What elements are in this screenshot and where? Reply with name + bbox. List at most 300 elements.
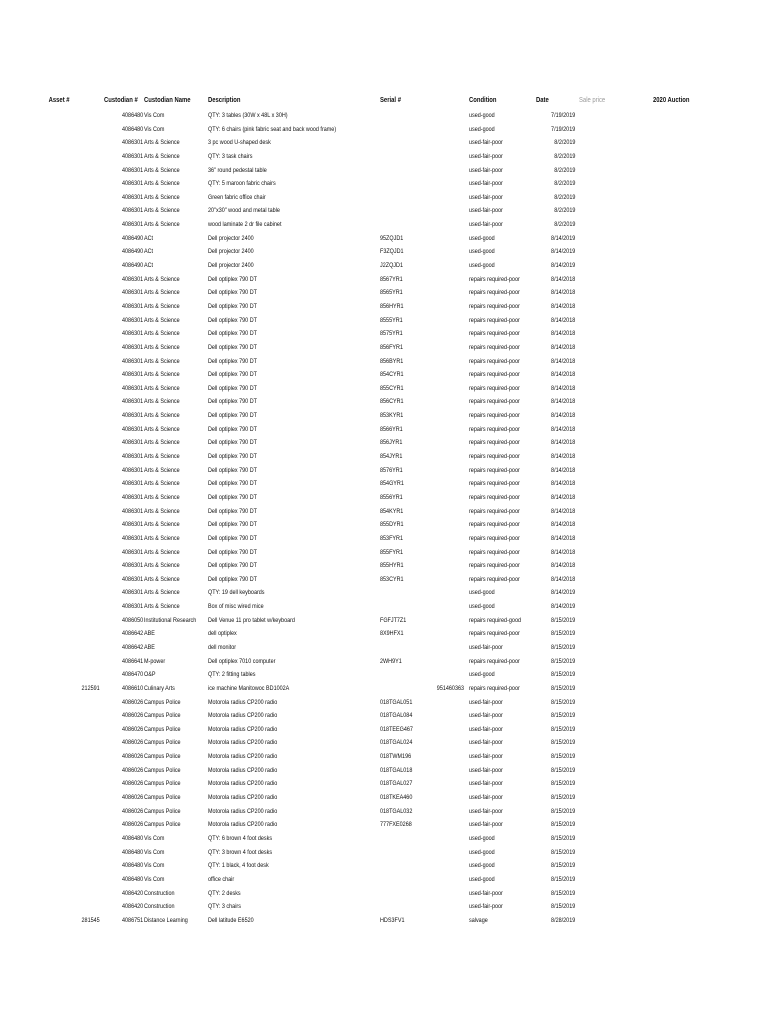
cell-custodian-name: Arts & Science <box>144 289 180 297</box>
cell-asset-number: 212591 <box>81 684 100 692</box>
cell-custodian-name: Campus Police <box>144 698 181 706</box>
cell-serial: FGFJT7Z1 <box>380 616 407 624</box>
cell-date: 8/14/2018 <box>550 507 575 515</box>
cell-custodian-number: 4086301 <box>122 384 144 392</box>
cell-condition: used-fair-poor <box>469 821 503 829</box>
cell-custodian-number: 4086301 <box>122 357 144 365</box>
cell-description: Dell optiplex 790 DT <box>208 466 257 474</box>
cell-date: 8/14/2018 <box>550 412 575 420</box>
table-row <box>0 123 770 137</box>
table-row <box>0 218 770 232</box>
table-row <box>0 600 770 614</box>
cell-custodian-number: 4086301 <box>122 425 144 433</box>
cell-condition: used-good <box>469 112 495 119</box>
cell-description: Dell latitude E6520 <box>208 916 254 924</box>
cell-date: 8/14/2018 <box>550 534 575 542</box>
cell-custodian-number: 4086642 <box>122 630 144 638</box>
cell-description: Dell optiplex 790 DT <box>208 302 257 310</box>
cell-date: 8/14/2018 <box>550 480 575 488</box>
cell-condition: repairs required-poor <box>469 575 520 583</box>
cell-condition: used-good <box>469 234 495 242</box>
cell-custodian-number: 4086301 <box>122 466 144 474</box>
cell-description: Motorola radius CP200 radio <box>208 780 278 788</box>
cell-date: 8/14/2018 <box>550 289 575 297</box>
cell-description: QTY: 3 task chairs <box>208 152 253 160</box>
cell-date: 8/2/2019 <box>553 180 575 188</box>
cell-date: 8/14/2018 <box>550 453 575 461</box>
cell-custodian-name: ACt <box>144 248 154 256</box>
cell-date: 8/14/2018 <box>550 398 575 406</box>
cell-date: 8/14/2018 <box>550 384 575 392</box>
cell-date: 8/15/2019 <box>550 643 575 651</box>
table-row <box>0 341 770 355</box>
cell-custodian-number: 4086470 <box>122 671 144 679</box>
table-row <box>0 382 770 396</box>
cell-custodian-number: 4086026 <box>122 739 144 747</box>
cell-description: Dell optiplex 790 DT <box>208 275 257 283</box>
cell-description: Dell optiplex 790 DT <box>208 453 257 461</box>
cell-custodian-name: Institutional Research <box>144 616 197 624</box>
cell-custodian-name: Arts & Science <box>144 384 180 392</box>
cell-condition: salvage <box>469 916 488 924</box>
cell-date: 8/14/2018 <box>550 302 575 310</box>
cell-custodian-name: Culinary Arts <box>144 684 175 692</box>
cell-serial: 8566YR1 <box>380 425 403 433</box>
cell-date: 8/15/2019 <box>550 671 575 679</box>
cell-custodian-name: Campus Police <box>144 821 181 829</box>
table-row <box>0 245 770 259</box>
cell-date: 8/14/2018 <box>550 371 575 379</box>
cell-description: Dell optiplex 790 DT <box>208 575 257 583</box>
cell-serial-number-alt: 951460363 <box>436 684 464 692</box>
table-row <box>0 409 770 423</box>
cell-serial: HDS3FV1 <box>380 916 405 924</box>
cell-description: Motorola radius CP200 radio <box>208 821 278 829</box>
header-sale-price: Sale price <box>579 95 606 104</box>
cell-date: 8/14/2019 <box>550 234 575 242</box>
cell-custodian-name: Campus Police <box>144 807 181 815</box>
cell-description: Motorola radius CP200 radio <box>208 698 278 706</box>
cell-custodian-number: 4086301 <box>122 507 144 515</box>
cell-description: Motorola radius CP200 radio <box>208 766 278 774</box>
cell-date: 8/15/2019 <box>550 889 575 897</box>
cell-condition: used-fair-poor <box>469 739 503 747</box>
cell-custodian-number: 4086301 <box>122 207 144 215</box>
cell-custodian-name: Vis Com <box>144 112 165 119</box>
cell-custodian-name: Arts & Science <box>144 493 180 501</box>
cell-description: QTY: 1 black, 4 foot desk <box>208 862 269 870</box>
cell-custodian-name: Campus Police <box>144 753 181 761</box>
cell-custodian-name: Vis Com <box>144 875 165 883</box>
cell-custodian-name: O&P <box>144 671 156 679</box>
cell-description: Motorola radius CP200 radio <box>208 807 278 815</box>
table-row <box>0 696 770 710</box>
cell-condition: repairs required-poor <box>469 371 520 379</box>
cell-custodian-number: 4086480 <box>122 848 144 856</box>
cell-date: 8/14/2018 <box>550 357 575 365</box>
cell-custodian-name: Arts & Science <box>144 562 180 570</box>
cell-description: Dell optiplex 790 DT <box>208 343 257 351</box>
cell-description: Dell optiplex 790 DT <box>208 316 257 324</box>
cell-description: dell monitor <box>208 643 237 651</box>
table-row <box>0 150 770 164</box>
cell-custodian-number: 4086301 <box>122 562 144 570</box>
header-2020-auction: 2020 Auction <box>652 95 689 104</box>
table-row <box>0 586 770 600</box>
cell-date: 8/15/2019 <box>550 780 575 788</box>
cell-custodian-name: Construction <box>144 889 175 897</box>
cell-description: Dell projector 2400 <box>208 248 254 256</box>
cell-serial: 855HYR1 <box>380 562 404 570</box>
cell-custodian-name: Arts & Science <box>144 207 180 215</box>
cell-serial: 018TEEG467 <box>380 725 413 733</box>
cell-custodian-name: Arts & Science <box>144 439 180 447</box>
cell-date: 8/14/2018 <box>550 275 575 283</box>
table-row <box>0 355 770 369</box>
cell-custodian-name: Arts & Science <box>144 507 180 515</box>
cell-description: Dell optiplex 790 DT <box>208 548 257 556</box>
cell-serial: 856CYR1 <box>380 398 404 406</box>
cell-custodian-number: 4086301 <box>122 316 144 324</box>
table-row <box>0 887 770 901</box>
cell-custodian-name: Arts & Science <box>144 575 180 583</box>
cell-custodian-name: Campus Police <box>144 780 181 788</box>
cell-custodian-number: 4086480 <box>122 834 144 842</box>
cell-custodian-number: 4086026 <box>122 698 144 706</box>
cell-condition: used-fair-poor <box>469 207 503 215</box>
cell-description: office chair <box>208 875 235 883</box>
cell-custodian-number: 4086026 <box>122 766 144 774</box>
cell-date: 8/15/2019 <box>550 862 575 870</box>
cell-custodian-number: 4086642 <box>122 643 144 651</box>
cell-serial: 018TWM196 <box>380 753 412 761</box>
cell-serial: 777FXE0268 <box>380 821 412 829</box>
table-row <box>0 464 770 478</box>
cell-date: 8/14/2019 <box>550 603 575 611</box>
cell-custodian-number: 4086026 <box>122 780 144 788</box>
cell-date: 8/15/2019 <box>550 875 575 883</box>
cell-custodian-number: 4086301 <box>122 453 144 461</box>
cell-custodian-name: Arts & Science <box>144 152 180 160</box>
cell-date: 8/15/2019 <box>550 698 575 706</box>
cell-custodian-number: 4086420 <box>122 889 144 897</box>
cell-date: 8/14/2018 <box>550 439 575 447</box>
cell-custodian-name: Vis Com <box>144 834 165 842</box>
table-row <box>0 846 770 860</box>
cell-description: Dell optiplex 790 DT <box>208 534 257 542</box>
table-row <box>0 286 770 300</box>
cell-serial: 855FYR1 <box>380 548 403 556</box>
cell-custodian-name: Arts & Science <box>144 466 180 474</box>
cell-date: 8/15/2019 <box>550 807 575 815</box>
cell-custodian-name: Vis Com <box>144 862 165 870</box>
cell-serial: 2WH9Y1 <box>380 657 402 665</box>
cell-date: 8/14/2018 <box>550 425 575 433</box>
table-row <box>0 655 770 669</box>
cell-description: QTY: 2 desks <box>208 889 241 897</box>
table-row <box>0 518 770 532</box>
cell-description: QTY: 3 chairs <box>208 903 241 911</box>
cell-description: Dell optiplex 790 DT <box>208 398 257 406</box>
cell-date: 8/14/2018 <box>550 562 575 570</box>
cell-serial: 855DYR1 <box>380 521 404 529</box>
cell-custodian-number: 4086420 <box>122 903 144 911</box>
cell-custodian-name: Arts & Science <box>144 548 180 556</box>
cell-date: 8/15/2019 <box>550 712 575 720</box>
table-row <box>0 136 770 150</box>
cell-custodian-number: 4086301 <box>122 412 144 420</box>
table-row <box>0 900 770 914</box>
cell-date: 8/14/2018 <box>550 548 575 556</box>
cell-condition: used-good <box>469 262 495 270</box>
cell-custodian-number: 4086301 <box>122 534 144 542</box>
cell-custodian-number: 4086480 <box>122 875 144 883</box>
cell-custodian-number: 4086301 <box>122 521 144 529</box>
cell-custodian-number: 4086490 <box>122 248 144 256</box>
cell-custodian-name: ABE <box>144 643 155 651</box>
table-row <box>0 423 770 437</box>
table-row <box>0 204 770 218</box>
cell-custodian-name: Arts & Science <box>144 371 180 379</box>
cell-custodian-number: 4086301 <box>122 371 144 379</box>
cell-serial: 8556YR1 <box>380 493 403 501</box>
cell-date: 7/19/2019 <box>550 125 575 133</box>
cell-custodian-number: 4086301 <box>122 193 144 201</box>
header-serial: Serial # <box>380 95 401 104</box>
table-row <box>0 450 770 464</box>
cell-serial: 8576YR1 <box>380 466 403 474</box>
cell-date: 8/15/2019 <box>550 903 575 911</box>
cell-description: Dell optiplex 790 DT <box>208 330 257 338</box>
cell-custodian-number: 4086301 <box>122 139 144 147</box>
cell-date: 8/14/2018 <box>550 343 575 351</box>
cell-serial: J2ZQJD1 <box>380 262 403 270</box>
cell-serial: 856HYR1 <box>380 302 404 310</box>
cell-date: 8/14/2018 <box>550 575 575 583</box>
cell-serial: 854JYR1 <box>380 453 403 461</box>
cell-description: QTY: 2 fitting tables <box>208 671 256 679</box>
cell-custodian-name: Arts & Science <box>144 193 180 201</box>
cell-custodian-number: 4086301 <box>122 289 144 297</box>
cell-description: Dell optiplex 790 DT <box>208 562 257 570</box>
cell-condition: repairs required-poor <box>469 466 520 474</box>
cell-date: 8/15/2019 <box>550 753 575 761</box>
cell-condition: used-fair-poor <box>469 180 503 188</box>
cell-custodian-number: 4086610 <box>122 684 144 692</box>
cell-condition: used-fair-poor <box>469 643 503 651</box>
cell-custodian-number: 4086026 <box>122 712 144 720</box>
cell-condition: repairs required-poor <box>469 562 520 570</box>
cell-custodian-name: ABE <box>144 630 155 638</box>
cell-condition: repairs required-poor <box>469 384 520 392</box>
table-row <box>0 436 770 450</box>
cell-description: Dell optiplex 790 DT <box>208 289 257 297</box>
cell-description: Motorola radius CP200 radio <box>208 794 278 802</box>
cell-custodian-name: Arts & Science <box>144 166 180 174</box>
header-condition: Condition <box>469 95 497 104</box>
cell-serial: 018TGAL051 <box>380 698 413 706</box>
cell-date: 8/15/2019 <box>550 794 575 802</box>
cell-custodian-number: 4086026 <box>122 725 144 733</box>
cell-custodian-number: 4086301 <box>122 180 144 188</box>
cell-date: 8/14/2018 <box>550 330 575 338</box>
cell-custodian-number: 4086480 <box>122 125 144 133</box>
table-row <box>0 859 770 873</box>
cell-custodian-name: Campus Police <box>144 739 181 747</box>
cell-date: 8/14/2019 <box>550 262 575 270</box>
cell-date: 8/2/2019 <box>553 193 575 201</box>
table-row <box>0 682 770 696</box>
cell-date: 8/14/2018 <box>550 316 575 324</box>
cell-condition: repairs required-poor <box>469 302 520 310</box>
cell-custodian-number: 4086301 <box>122 548 144 556</box>
cell-custodian-name: Construction <box>144 903 175 911</box>
cell-description: QTY: 5 maroon fabric chairs <box>208 180 276 188</box>
cell-description: Motorola radius CP200 radio <box>208 725 278 733</box>
table-row <box>0 477 770 491</box>
cell-custodian-number: 4086301 <box>122 330 144 338</box>
cell-description: dell optiplex <box>208 630 237 638</box>
cell-condition: repairs required-poor <box>469 507 520 515</box>
cell-custodian-name: Arts & Science <box>144 603 180 611</box>
cell-serial: 018TKEA460 <box>380 794 413 802</box>
cell-description: QTY: 6 brown 4 foot desks <box>208 834 273 842</box>
cell-custodian-number: 4086301 <box>122 439 144 447</box>
cell-condition: used-fair-poor <box>469 780 503 788</box>
cell-condition: repairs required-poor <box>469 425 520 433</box>
cell-condition: used-fair-poor <box>469 725 503 733</box>
cell-custodian-name: Arts & Science <box>144 316 180 324</box>
cell-condition: used-fair-poor <box>469 166 503 174</box>
cell-description: Dell projector 2400 <box>208 234 254 242</box>
header-asset: Asset # <box>49 95 70 104</box>
cell-description: Motorola radius CP200 radio <box>208 712 278 720</box>
table-row <box>0 395 770 409</box>
cell-condition: repairs required-poor <box>469 316 520 324</box>
cell-custodian-number: 4086301 <box>122 589 144 597</box>
cell-condition: used-fair-poor <box>469 753 503 761</box>
cell-condition: used-fair-poor <box>469 193 503 201</box>
table-row <box>0 505 770 519</box>
cell-serial: 8X9HFX1 <box>380 630 404 638</box>
cell-custodian-name: ACt <box>144 234 154 242</box>
cell-date: 8/15/2019 <box>550 616 575 624</box>
cell-date: 8/2/2019 <box>553 152 575 160</box>
cell-serial: 018TGAL018 <box>380 766 413 774</box>
cell-condition: used-fair-poor <box>469 152 503 160</box>
cell-description: 3 pc wood U-shaped desk <box>208 139 271 147</box>
cell-condition: repairs required-poor <box>469 343 520 351</box>
cell-custodian-number: 4086301 <box>122 166 144 174</box>
cell-description: Motorola radius CP200 radio <box>208 739 278 747</box>
cell-condition: repairs required-poor <box>469 330 520 338</box>
cell-date: 8/14/2018 <box>550 521 575 529</box>
cell-description: Dell optiplex 790 DT <box>208 371 257 379</box>
table-row <box>0 559 770 573</box>
cell-custodian-name: Arts & Science <box>144 521 180 529</box>
table-row <box>0 736 770 750</box>
cell-date: 8/14/2018 <box>550 466 575 474</box>
table-row <box>0 709 770 723</box>
cell-condition: used-good <box>469 671 495 679</box>
cell-date: 8/14/2019 <box>550 589 575 597</box>
cell-condition: used-good <box>469 848 495 856</box>
cell-custodian-number: 4086301 <box>122 398 144 406</box>
cell-condition: repairs required-poor <box>469 275 520 283</box>
cell-custodian-name: Arts & Science <box>144 398 180 406</box>
cell-condition: used-good <box>469 834 495 842</box>
cell-date: 8/15/2019 <box>550 848 575 856</box>
cell-serial: 018TGAL027 <box>380 780 413 788</box>
cell-description: QTY: 3 brown 4 foot desks <box>208 848 273 856</box>
cell-custodian-name: Arts & Science <box>144 357 180 365</box>
cell-serial: 854CYR1 <box>380 371 404 379</box>
cell-condition: repairs required-good <box>469 616 521 624</box>
cell-serial: 018TGAL032 <box>380 807 413 815</box>
cell-description: QTY: 19 dell keyboards <box>208 589 265 597</box>
table-row <box>0 300 770 314</box>
cell-serial: 95ZQJD1 <box>380 234 404 242</box>
cell-serial: 8567YR1 <box>380 275 403 283</box>
header-custodian-number: Custodian # <box>104 95 138 104</box>
table-row <box>0 914 770 928</box>
cell-description: Dell Venue 11 pro tablet w/keyboard <box>208 616 295 624</box>
cell-custodian-number: 4086301 <box>122 603 144 611</box>
cell-description: Dell optiplex 790 DT <box>208 521 257 529</box>
cell-description: wood laminate 2 dr file cabinet <box>208 221 282 229</box>
cell-condition: repairs required-poor <box>469 630 520 638</box>
cell-description: Box of misc wired mice <box>208 603 264 611</box>
cell-condition: used-fair-poor <box>469 889 503 897</box>
table-row <box>0 532 770 546</box>
cell-custodian-name: Arts & Science <box>144 534 180 542</box>
cell-description: Dell optiplex 790 DT <box>208 357 257 365</box>
cell-description: Dell optiplex 790 DT <box>208 480 257 488</box>
cell-condition: used-fair-poor <box>469 794 503 802</box>
cell-custodian-name: Vis Com <box>144 848 165 856</box>
cell-condition: repairs required-poor <box>469 521 520 529</box>
cell-date: 8/15/2019 <box>550 834 575 842</box>
cell-custodian-name: Arts & Science <box>144 453 180 461</box>
cell-custodian-name: Arts & Science <box>144 139 180 147</box>
cell-serial: 8565YR1 <box>380 289 403 297</box>
cell-custodian-number: 4086301 <box>122 152 144 160</box>
cell-condition: repairs required-poor <box>469 548 520 556</box>
cell-custodian-name: Distance Learning <box>144 916 188 924</box>
cell-custodian-number: 4086026 <box>122 794 144 802</box>
cell-custodian-number: 4086026 <box>122 821 144 829</box>
cell-condition: used-good <box>469 589 495 597</box>
cell-custodian-number: 4086301 <box>122 480 144 488</box>
table-row <box>0 818 770 832</box>
cell-condition: repairs required-poor <box>469 357 520 365</box>
cell-custodian-number: 4086490 <box>122 234 144 242</box>
cell-custodian-name: Arts & Science <box>144 343 180 351</box>
table-row <box>0 873 770 887</box>
cell-serial: 854KYR1 <box>380 507 404 515</box>
cell-description: Dell optiplex 790 DT <box>208 412 257 420</box>
cell-description: Dell optiplex 790 DT <box>208 384 257 392</box>
cell-custodian-name: Arts & Science <box>144 275 180 283</box>
cell-condition: repairs required-poor <box>469 684 520 692</box>
cell-condition: repairs required-poor <box>469 412 520 420</box>
cell-condition: used-fair-poor <box>469 903 503 911</box>
table-row <box>0 314 770 328</box>
cell-condition: used-good <box>469 603 495 611</box>
cell-custodian-name: Arts & Science <box>144 221 180 229</box>
cell-description: 20"x30" wood and metal table <box>208 207 280 215</box>
cell-custodian-number: 4086490 <box>122 262 144 270</box>
